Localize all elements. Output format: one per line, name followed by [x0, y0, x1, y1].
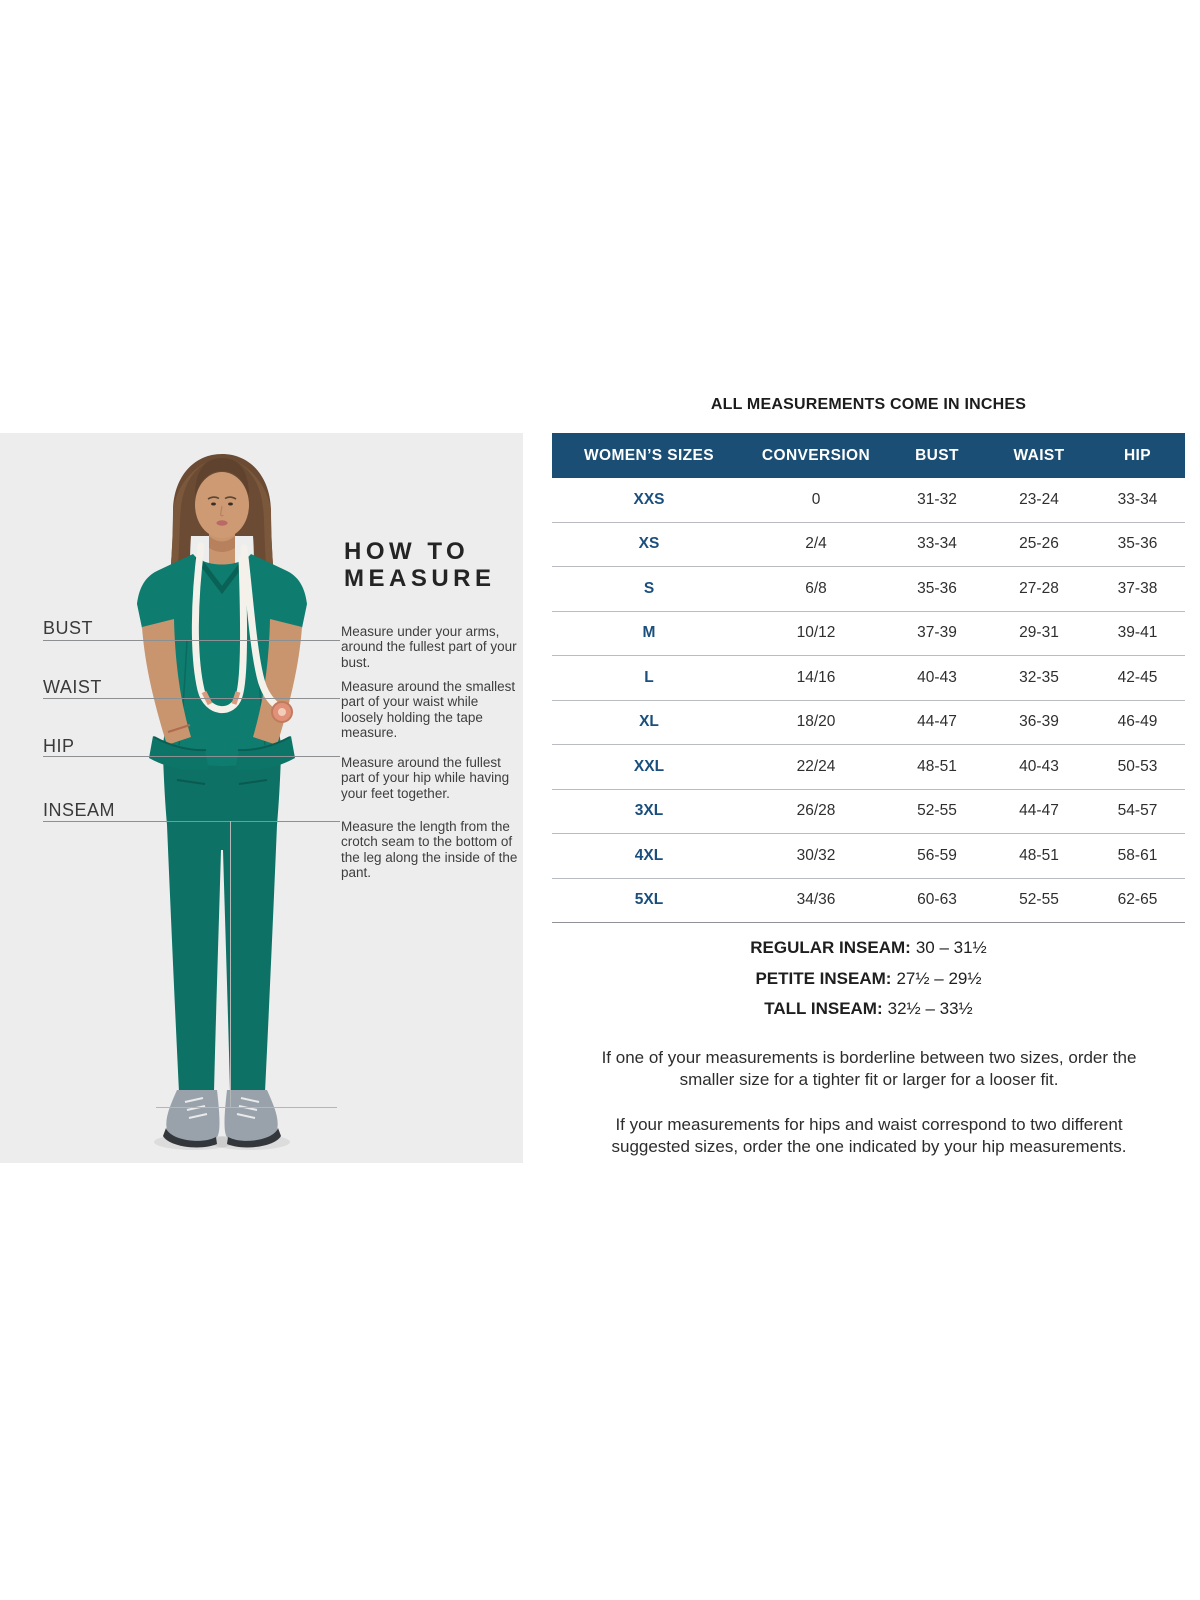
instruction-inseam: Measure the length from the crotch seam to the bottom of the leg along the inside of the pant. [341, 818, 518, 880]
cell-hip: 37-38 [1090, 567, 1185, 612]
table-row [552, 567, 1185, 612]
instruction-hip: Measure around the fullest part of your hip while having your feet together. [341, 754, 510, 801]
table-row [552, 611, 1185, 656]
inseam-note-value: 27½ – 29½ [896, 968, 982, 988]
table-row [552, 700, 1185, 745]
cell-waist: 36-39 [988, 700, 1090, 745]
measure-line-hip [43, 756, 340, 757]
cell-size: M [552, 611, 746, 656]
inseam-vertical-line [230, 821, 231, 1107]
table-row [552, 745, 1185, 790]
inseam-note-regular [552, 933, 1185, 964]
cell-hip: 33-34 [1090, 478, 1185, 522]
cell-size: 5XL [552, 878, 746, 923]
measure-label-inseam: INSEAM [43, 800, 116, 820]
cell-bust: 52-55 [886, 789, 988, 834]
cell-hip: 62-65 [1090, 878, 1185, 923]
cell-bust: 35-36 [886, 567, 988, 612]
table-header-row [552, 433, 1185, 478]
column-header-conversion: CONVERSION [761, 446, 871, 464]
inseam-note-label: TALL INSEAM: [764, 999, 883, 1018]
measure-line-inseam [43, 821, 340, 822]
cell-bust: 37-39 [886, 611, 988, 656]
column-header-hip: HIP [1123, 446, 1152, 464]
cell-waist: 29-31 [988, 611, 1090, 656]
table-row [552, 834, 1185, 879]
cell-conversion: 22/24 [746, 745, 886, 790]
size-table [552, 433, 1185, 923]
cell-conversion: 14/16 [746, 656, 886, 701]
measure-label-bust: BUST [43, 618, 94, 638]
footnote-borderline: If one of your measurements is borderline between two sizes, order the smaller size for a tighter fit or larger for a looser fit. [601, 1048, 1137, 1089]
cell-conversion: 2/4 [746, 522, 886, 567]
cell-size: 3XL [552, 789, 746, 834]
table-caption: ALL MEASUREMENTS COME IN INCHES [710, 396, 1027, 413]
cell-size: L [552, 656, 746, 701]
cell-waist: 48-51 [988, 834, 1090, 879]
measure-line-waist [43, 698, 340, 699]
cell-waist: 32-35 [988, 656, 1090, 701]
cell-bust: 56-59 [886, 834, 988, 879]
inseam-note-petite [552, 964, 1185, 995]
heading-line-2: MEASURE [344, 565, 496, 592]
table-row [552, 656, 1185, 701]
column-header-waist: WAIST [1013, 446, 1065, 464]
cell-conversion: 6/8 [746, 567, 886, 612]
inseam-notes [552, 933, 1185, 1025]
cell-conversion: 0 [746, 478, 886, 522]
cell-waist: 27-28 [988, 567, 1090, 612]
cell-conversion: 30/32 [746, 834, 886, 879]
measure-label-waist: WAIST [43, 677, 102, 697]
cell-conversion: 10/12 [746, 611, 886, 656]
cell-hip: 35-36 [1090, 522, 1185, 567]
cell-bust: 44-47 [886, 700, 988, 745]
table-row [552, 522, 1185, 567]
table-row [552, 478, 1185, 522]
footnote-hip-waist: If your measurements for hips and waist correspond to two different suggested sizes, order the one indicated by your hip measurements. [611, 1115, 1127, 1156]
cell-hip: 50-53 [1090, 745, 1185, 790]
cell-size: XXL [552, 745, 746, 790]
cell-bust: 33-34 [886, 522, 988, 567]
cell-waist: 40-43 [988, 745, 1090, 790]
cell-hip: 42-45 [1090, 656, 1185, 701]
cell-waist: 52-55 [988, 878, 1090, 923]
inseam-note-label: PETITE INSEAM: [755, 968, 892, 988]
cell-size: 4XL [552, 834, 746, 879]
table-row [552, 789, 1185, 834]
inseam-note-label: REGULAR INSEAM: [750, 938, 911, 957]
model-illustration [97, 450, 347, 1155]
cell-size: XS [552, 522, 746, 567]
measure-label-hip: HIP [43, 736, 75, 756]
cell-hip: 39-41 [1090, 611, 1185, 656]
column-header-sizes: WOMEN’S SIZES [583, 446, 715, 464]
cell-hip: 54-57 [1090, 789, 1185, 834]
cell-waist: 25-26 [988, 522, 1090, 567]
cell-bust: 40-43 [886, 656, 988, 701]
cell-bust: 31-32 [886, 478, 988, 522]
cell-hip: 46-49 [1090, 700, 1185, 745]
cell-bust: 60-63 [886, 878, 988, 923]
instruction-waist: Measure around the smallest part of your waist while loosely holding the tape measure. [341, 678, 516, 740]
cell-size: XXS [552, 478, 746, 522]
inseam-note-value: 30 – 31½ [915, 938, 987, 957]
inseam-bottom-line [156, 1107, 337, 1108]
cell-size: S [552, 567, 746, 612]
cell-conversion: 26/28 [746, 789, 886, 834]
cell-conversion: 18/20 [746, 700, 886, 745]
cell-waist: 44-47 [988, 789, 1090, 834]
cell-waist: 23-24 [988, 478, 1090, 522]
cell-size: XL [552, 700, 746, 745]
cell-conversion: 34/36 [746, 878, 886, 923]
how-to-measure-heading [344, 538, 496, 592]
column-header-bust: BUST [915, 446, 959, 464]
inseam-note-tall [552, 994, 1185, 1025]
instruction-bust: Measure under your arms, around the fullest part of your bust. [341, 623, 517, 670]
cell-bust: 48-51 [886, 745, 988, 790]
inseam-note-value: 32½ – 33½ [887, 999, 973, 1018]
cell-hip: 58-61 [1090, 834, 1185, 879]
measure-line-bust [43, 640, 340, 641]
table-row [552, 878, 1185, 923]
heading-line-1: HOW TO [344, 538, 470, 565]
